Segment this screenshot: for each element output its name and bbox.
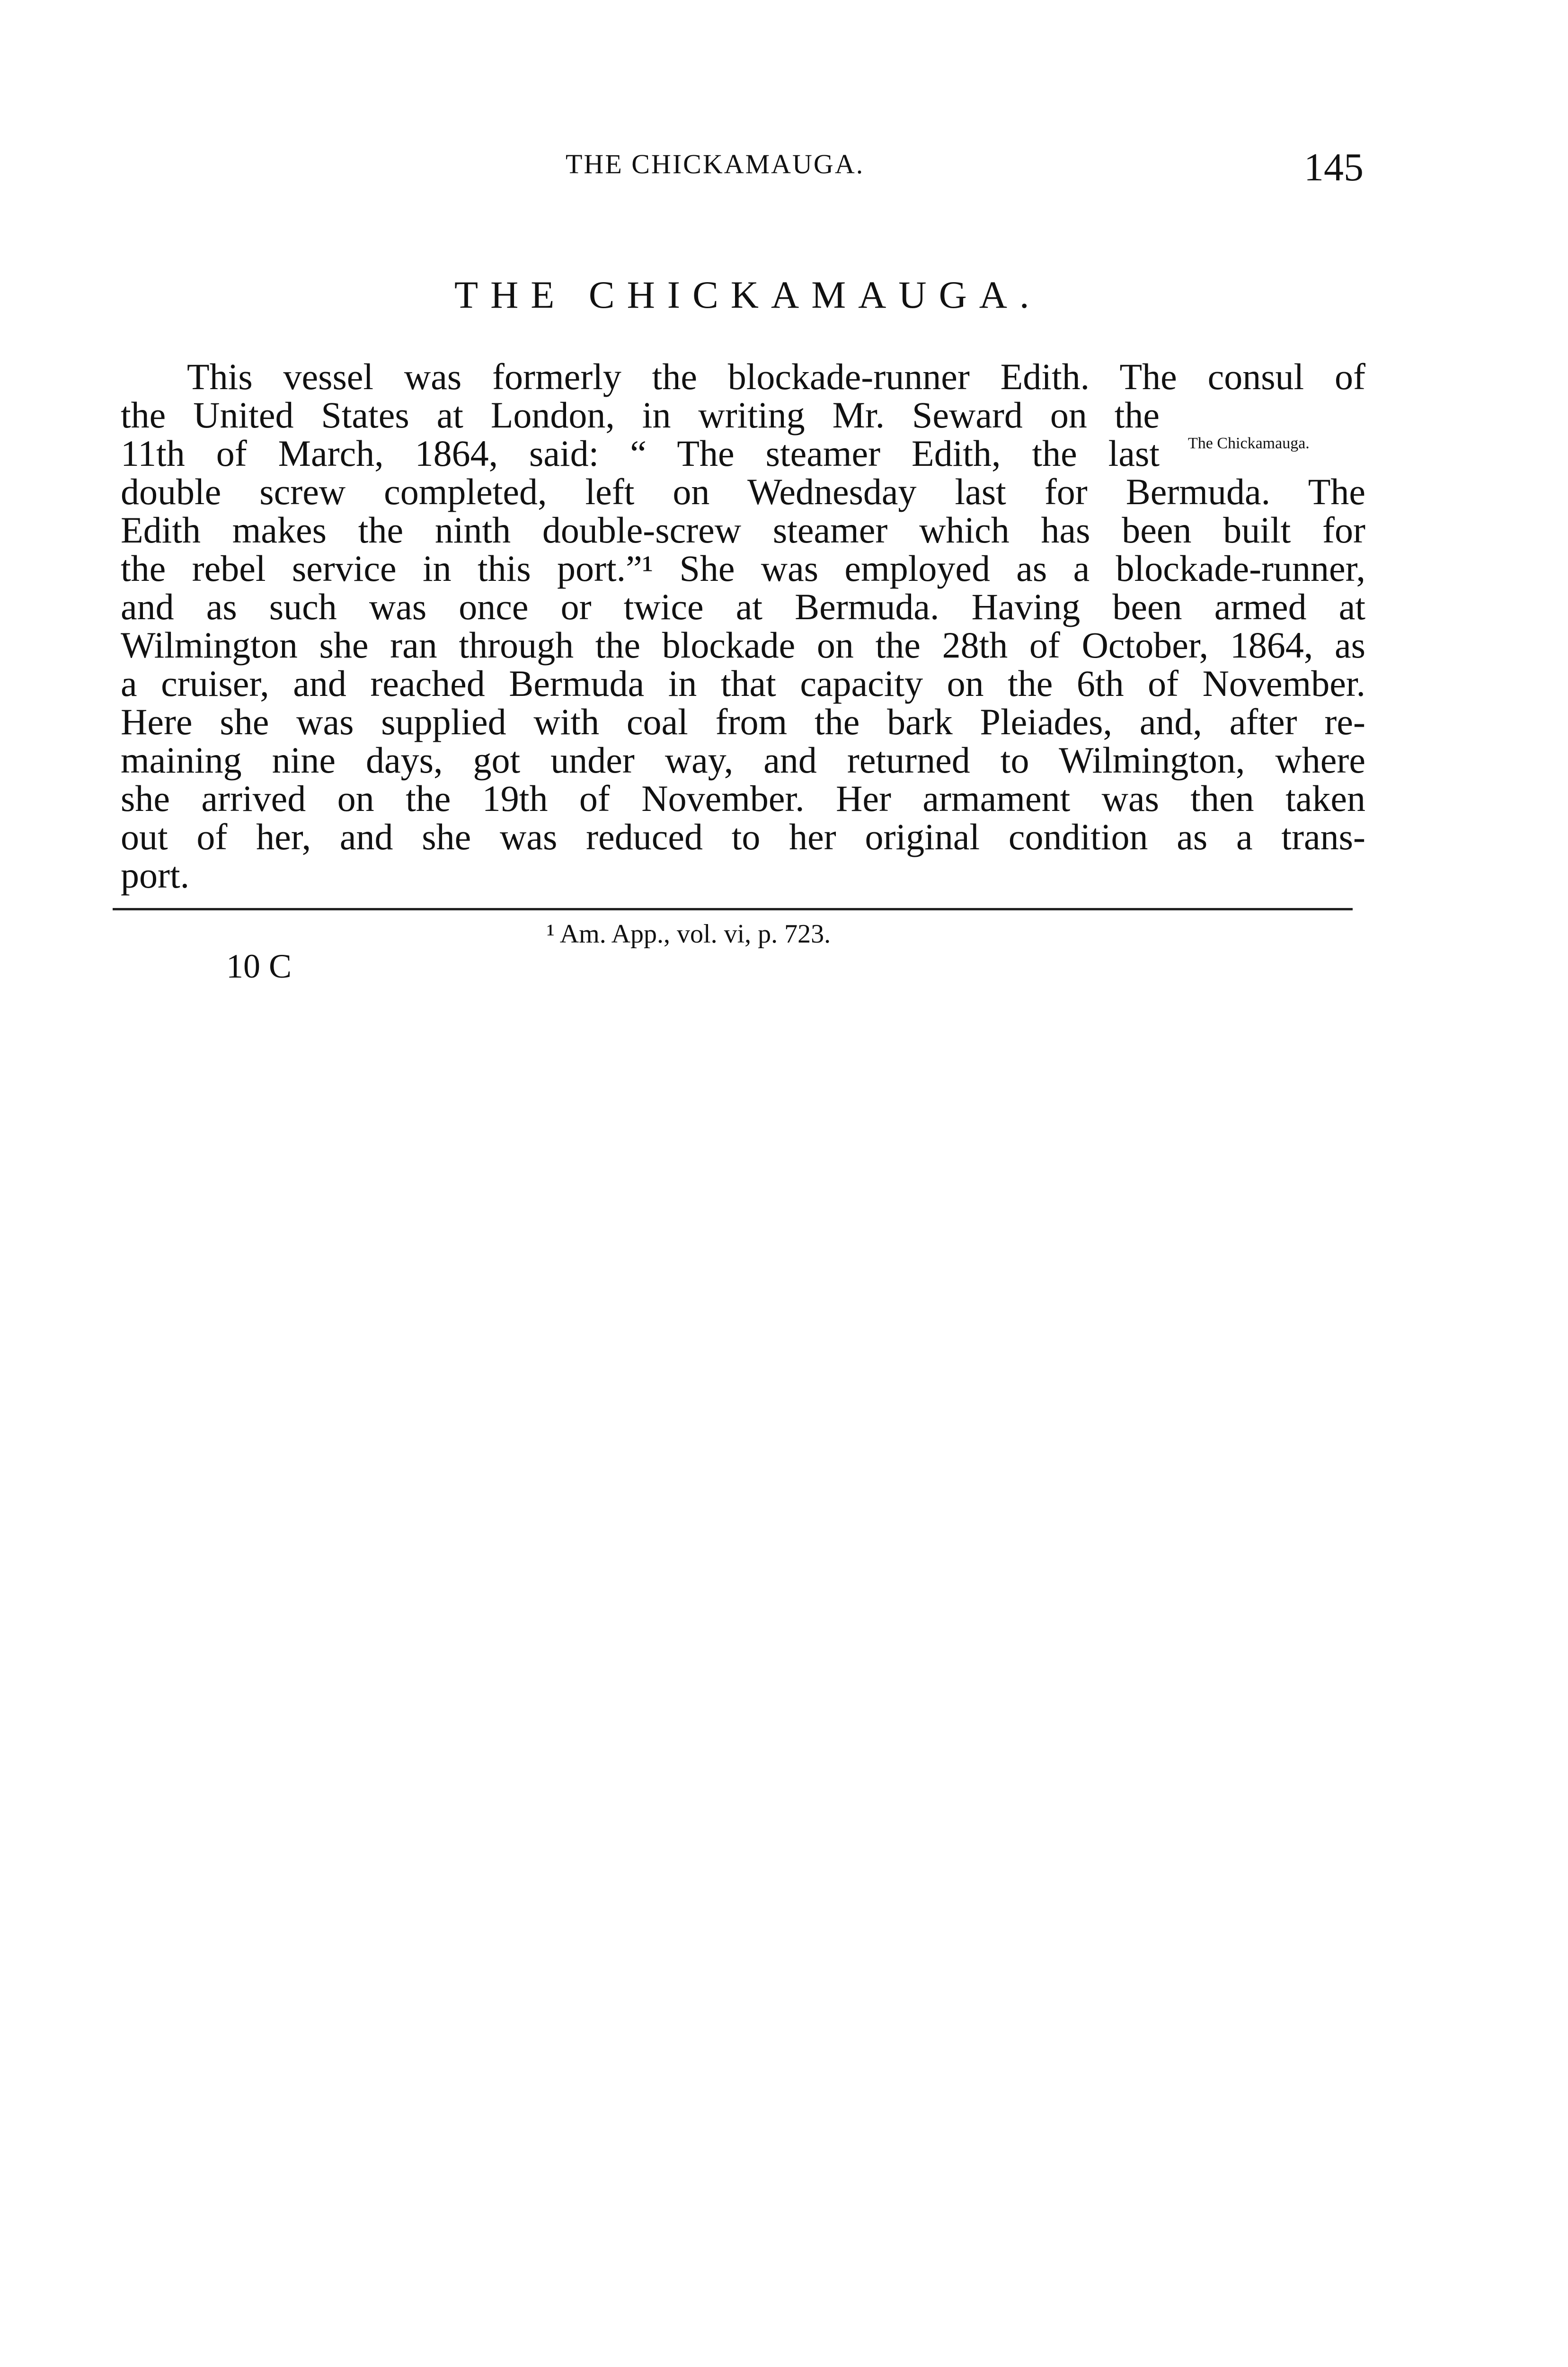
body-line: the United States at London, in writing Mr. Seward on the — [121, 394, 1160, 436]
body-line: the rebel service in this port.”¹ She was employed as a blockade-runner, — [121, 548, 1365, 589]
section-title: THE CHICKAMAUGA. — [454, 273, 1042, 316]
body-line: and as such was once or twice at Bermuda. Having been armed at — [121, 586, 1365, 627]
body-line: port. — [121, 854, 190, 896]
footnote: ¹ Am. App., vol. vi, p. 723. — [547, 919, 831, 949]
body-line: 11th of March, 1864, said: “ The steamer Edith, the last — [121, 433, 1160, 474]
body-line: she arrived on the 19th of November. Her armament was then taken — [121, 778, 1365, 819]
body-line: This vessel was formerly the blockade-runner Edith. The consul of — [187, 356, 1365, 397]
body-line: maining nine days, got under way, and returned to Wilmington, where — [121, 739, 1365, 781]
page-number: 145 — [1304, 145, 1364, 189]
running-head: THE CHICKAMAUGA. — [566, 149, 865, 179]
body-line: double screw completed, left on Wednesday last for Bermuda. The — [121, 471, 1365, 512]
body-line: out of her, and she was reduced to her original condition as a trans- — [121, 816, 1365, 857]
marginal-note: The Chickamauga. — [1188, 435, 1310, 452]
body-line: a cruiser, and reached Bermuda in that capacity on the 6th of November. — [121, 663, 1365, 704]
signature-mark: 10 C — [226, 947, 292, 985]
footnote-rule — [113, 908, 1353, 910]
body-paragraph — [121, 357, 1365, 894]
body-line: Edith makes the ninth double-screw steamer which has been built for — [121, 509, 1365, 551]
body-line: Wilmington she ran through the blockade on the 28th of October, 1864, as — [121, 624, 1365, 666]
body-line: Here she was supplied with coal from the bark Pleiades, and, after re- — [121, 701, 1365, 742]
